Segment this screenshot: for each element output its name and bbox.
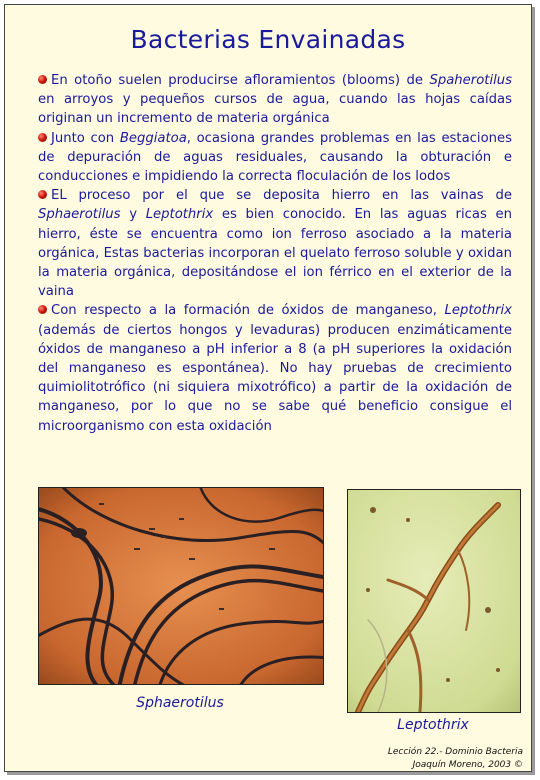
figure-caption-leptothrix: Leptothrix [397,717,469,733]
slide-card [4,4,532,772]
organism-name: Leptothrix [444,303,512,319]
paragraph-text: EL proceso por el que se deposita hierro en las vainas de [51,188,512,204]
page-title: Bacterias Envainadas [130,25,406,54]
organism-name: Beggiatoa [119,130,187,146]
footer [388,746,523,772]
organism-name: Sphaerotilus [38,207,121,223]
organism-name: Leptothrix [145,207,214,223]
footer-author: Joaquín Moreno, 2003 © [412,760,523,770]
paragraph-text: En otoño suelen producirse afloramientos (blooms) de [51,73,430,88]
paragraph-text: , ocasiona grandes problemas en las estaciones de depuración de aguas residuales, causando la obturación e conducciones e impidiendo la correcta floculación de los lodos [38,130,513,185]
leptothrix-micrograph [347,489,521,713]
paragraph-text: Junto con [51,130,120,146]
body-text [38,71,512,436]
paragraph-text: (además de ciertos hongos y levaduras) producen enzimáticamente óxidos de manganeso a pH inferior a 8 (a pH superiores la oxidación del manganeso es espontánea). No hay pruebas de crecimiento quimiolitotrófico (ni siquiera mixotrófico) a partir de la oxidación de manganeso, por lo que no se sabe qué beneficio consigue el microorganismo con esta oxidación [38,322,512,434]
paragraph-text: y [120,207,146,223]
sphaerotilus-micrograph [38,487,324,685]
bullet-icon [38,133,47,142]
figure-caption-sphaerotilus: Sphaerotilus [136,695,224,711]
bullet-icon [38,75,47,84]
bullet-icon [38,190,47,199]
paragraph [38,71,512,129]
paragraph-text: en arroyos y pequeños cursos de agua, cuando las hojas caídas originan un incremento de materia orgánica [38,92,512,127]
paragraph-text: Con respecto a la formación de óxidos de manganeso, [51,303,445,319]
organism-name: Spaherotilus [429,73,512,88]
paragraph-text: es bien conocido. En las aguas ricas en hierro, éste se encuentra como ion ferroso asociado a la materia orgánica, Estas bacterias incorporan el quelato ferroso soluble y oxidan la materia orgánica, depositándose el ion férrico en el exterior de la vaina [38,207,512,300]
paragraph [38,186,512,301]
paragraph [38,301,512,435]
bullet-icon [38,305,47,314]
footer-lesson: Lección 22.- Dominio Bacteria [387,747,523,757]
paragraph [38,129,512,187]
